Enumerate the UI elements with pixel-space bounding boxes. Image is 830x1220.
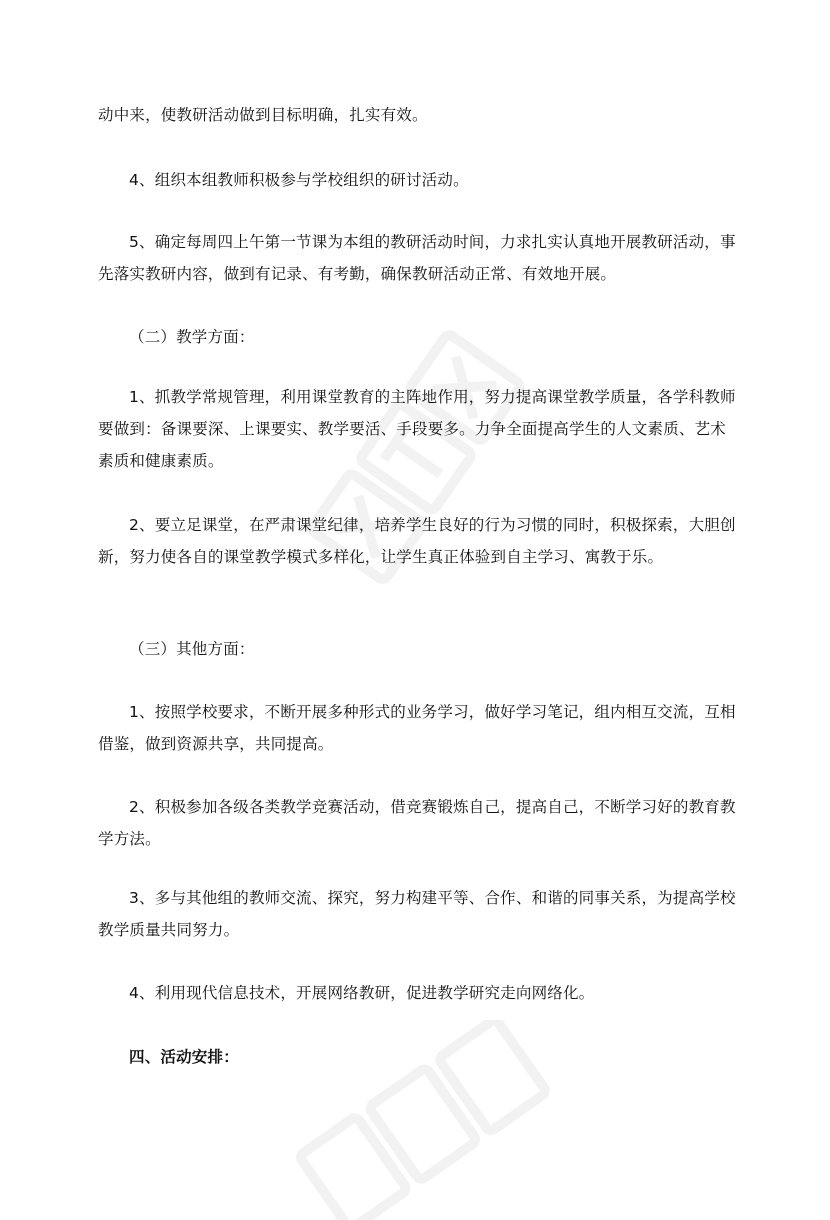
paragraph: 2、积极参加各级各类教学竞赛活动，借竞赛锻炼自己，提高自己，不断学习好的教育教学方法。 <box>98 798 736 848</box>
paragraph: 1、抓教学常规管理，利用课堂教育的主阵地作用，努力提高课堂教学质量，各学科教师要做到：备课要深、上课要实、教学要活、手段要多。力争全面提高学生的人文素质、艺术素质和健康素质。 <box>98 388 736 470</box>
section-heading: （三）其他方面： <box>129 640 255 658</box>
paragraph: 4、利用现代信息技术，开展网络教研，促进教学研究走向网络化。 <box>129 984 595 1002</box>
section-title: 四、活动安排： <box>129 1048 239 1066</box>
paragraph: 4、组织本组教师积极参与学校组织的研讨活动。 <box>129 171 469 189</box>
paragraph: 2、要立足课堂，在严肃课堂纪律，培养学生良好的行为习惯的同时，积极探索，大胆创新，努力使各自的课堂教学模式多样化，让学生真正体验到自主学习、寓教于乐。 <box>98 516 736 566</box>
paragraph: 3、多与其他组的教师交流、探究，努力构建平等、合作、和谐的同事关系，为提高学校教学质量共同努力。 <box>98 889 736 939</box>
paragraph: 5、确定每周四上午第一节课为本组的教研活动时间，力求扎实认真地开展教研活动，事先落实教研内容，做到有记录、有考勤，确保教研活动正常、有效地开展。 <box>98 233 736 283</box>
paragraph: 动中来，使教研活动做到目标明确，扎实有效。 <box>98 106 428 124</box>
paragraph: 1、按照学校要求，不断开展多种形式的业务学习，做好学习笔记，组内相互交流，互相借鉴，做到资源共享，共同提高。 <box>98 703 736 753</box>
section-heading: （二）教学方面： <box>129 328 255 346</box>
